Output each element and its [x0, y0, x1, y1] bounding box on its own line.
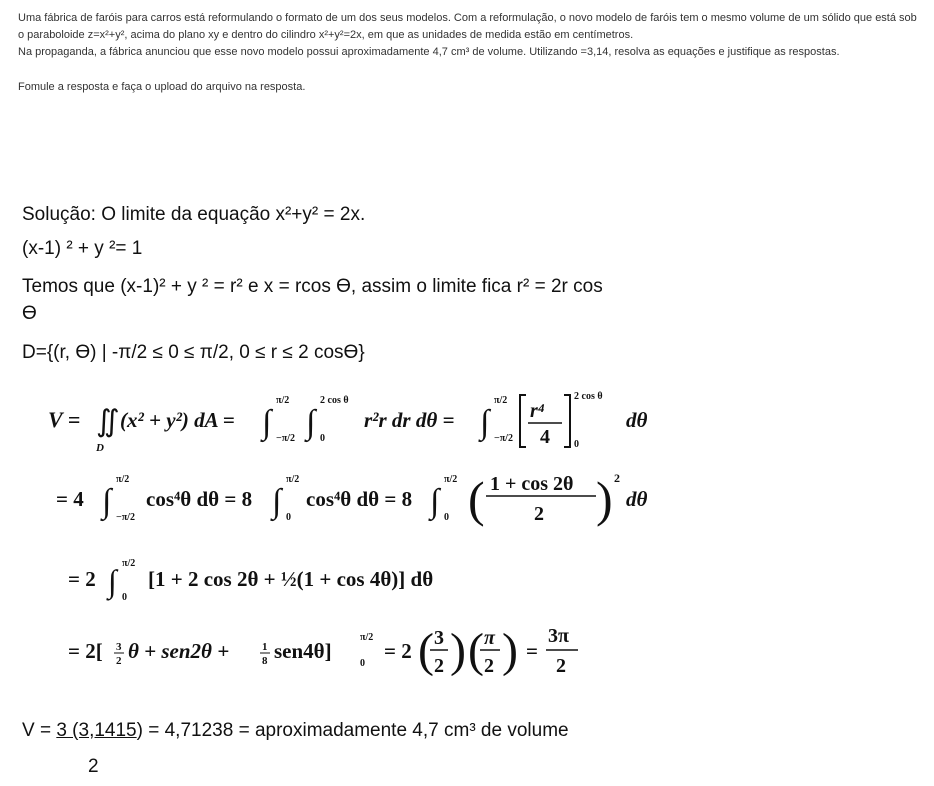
- eq2-b: cos⁴θ dθ = 8: [146, 487, 253, 511]
- right-paren: ): [502, 624, 518, 677]
- svg-text:−π/2: −π/2: [116, 512, 135, 523]
- upper-limit: π/2: [276, 395, 290, 406]
- left-paren: (: [468, 471, 485, 527]
- lower-limit: −π/2: [494, 433, 513, 444]
- bracket-lower: 0: [574, 439, 579, 450]
- final-suffix: ) = 4,71238 = aproximadamente 4,7 cm³ de volume: [136, 720, 569, 741]
- left-paren: (: [418, 624, 434, 677]
- solution-line-3: Temos que (x-1)² + y ² = r² e x = rcos ϴ, assim o limite fica r² = 2r cos: [22, 276, 603, 297]
- eq4-b: θ + sen2θ +: [128, 639, 230, 663]
- solution-line-3-cont: ϴ: [22, 303, 37, 324]
- eq4-a: = 2[: [68, 639, 103, 663]
- domain-subscript: D: [96, 442, 104, 454]
- svg-text:2: 2: [556, 655, 566, 677]
- right-paren: ): [450, 624, 466, 677]
- svg-text:3π: 3π: [548, 625, 569, 647]
- svg-text:2: 2: [116, 655, 122, 667]
- eq2-power: 2: [614, 471, 620, 485]
- integral-sign: ∫: [272, 483, 282, 520]
- solution-line-2: (x-1) ² + y ²= 1: [22, 238, 143, 259]
- eq2-denominator: 2: [534, 503, 544, 525]
- final-numerator: 3 (3,1415: [56, 720, 137, 741]
- instruction-text: Fomule a resposta e faça o upload do arquivo na resposta.: [18, 81, 306, 93]
- svg-text:π/2: π/2: [122, 558, 136, 569]
- eq1-tail: dθ: [626, 408, 648, 432]
- svg-text:0: 0: [444, 512, 449, 523]
- final-answer: [22, 720, 569, 742]
- right-bracket: [564, 395, 570, 447]
- question-paragraph-2: Na propaganda, a fábrica anunciou que esse novo modelo possui aproximadamente 4,7 cm³ de volume. Utilizando =3,14, resolva as equações e justifique as respostas.: [18, 46, 840, 58]
- equation-1: [40, 385, 680, 460]
- lower-limit: −π/2: [276, 433, 295, 444]
- svg-text:π/2: π/2: [286, 474, 300, 485]
- final-prefix: V =: [22, 720, 57, 741]
- question-text: [18, 10, 918, 61]
- eq4-d: = 2: [384, 639, 412, 663]
- lower-limit: 0: [320, 433, 325, 444]
- eq2-tail: dθ: [626, 487, 648, 511]
- svg-text:3: 3: [434, 627, 444, 649]
- frac-denominator: 4: [540, 426, 550, 448]
- svg-text:1: 1: [262, 641, 268, 653]
- svg-text:8: 8: [262, 655, 268, 667]
- question-paragraph-1: Uma fábrica de faróis para carros está reformulando o formato de um dos seus modelos. Com a reformulação, o novo modelo de faróis tem o mesmo volume de um sólido que está sob o paraboloide z=x²+y², acima do plano xy e dentro do cilindro x²+y²=2x, em que as unidades de medida estão em centímetros.: [18, 12, 917, 41]
- svg-text:2: 2: [484, 655, 494, 677]
- eq3-a: = 2: [68, 567, 96, 591]
- eq4-c: sen4θ]: [274, 639, 332, 663]
- svg-text:π/2: π/2: [444, 474, 458, 485]
- svg-text:=: =: [526, 639, 538, 663]
- svg-text:0: 0: [360, 658, 365, 669]
- bracket-upper: 2 cos θ: [574, 391, 603, 402]
- integral-sign: ∫: [480, 404, 490, 441]
- domain-definition: D={(r, ϴ) | -π/2 ≤ 0 ≤ π/2, 0 ≤ r ≤ 2 cosϴ}: [22, 342, 365, 363]
- upper-limit: 2 cos θ: [320, 395, 349, 406]
- svg-text:π/2: π/2: [360, 632, 374, 643]
- equation-4: [40, 618, 640, 688]
- right-paren: ): [596, 471, 613, 527]
- svg-text:0: 0: [286, 512, 291, 523]
- svg-text:3: 3: [116, 641, 122, 653]
- eq2-a: = 4: [56, 487, 84, 511]
- equation-3: [40, 556, 600, 606]
- eq1-integrand: (x² + y²) dA =: [120, 408, 235, 432]
- integral-sign: ∫: [430, 483, 440, 520]
- left-bracket: [520, 395, 526, 447]
- svg-text:π/2: π/2: [116, 474, 130, 485]
- eq2-c: cos⁴θ dθ = 8: [306, 487, 413, 511]
- eq2-numerator: 1 + cos 2θ: [490, 473, 574, 495]
- svg-text:2: 2: [434, 655, 444, 677]
- left-paren: (: [468, 624, 484, 677]
- integral-sign: ∫: [262, 404, 272, 441]
- equation-2: [40, 468, 680, 536]
- integral-sign: ∫: [102, 483, 112, 520]
- frac-numerator: r⁴: [530, 400, 545, 422]
- double-integral-sign: ∬: [96, 405, 120, 438]
- integral-sign: ∫: [306, 404, 316, 441]
- upper-limit: π/2: [494, 395, 508, 406]
- solution-line-1: Solução: O limite da equação x²+y² = 2x.: [22, 204, 366, 225]
- eq3-b: [1 + 2 cos 2θ + ½(1 + cos 4θ)] dθ: [148, 567, 434, 591]
- eq1-lhs: V =: [48, 407, 81, 432]
- final-denominator: 2: [88, 756, 99, 777]
- svg-text:π: π: [484, 627, 495, 649]
- eq1-mid: r²r dr dθ =: [364, 408, 455, 432]
- integral-sign: ∫: [108, 563, 117, 599]
- svg-text:0: 0: [122, 592, 127, 603]
